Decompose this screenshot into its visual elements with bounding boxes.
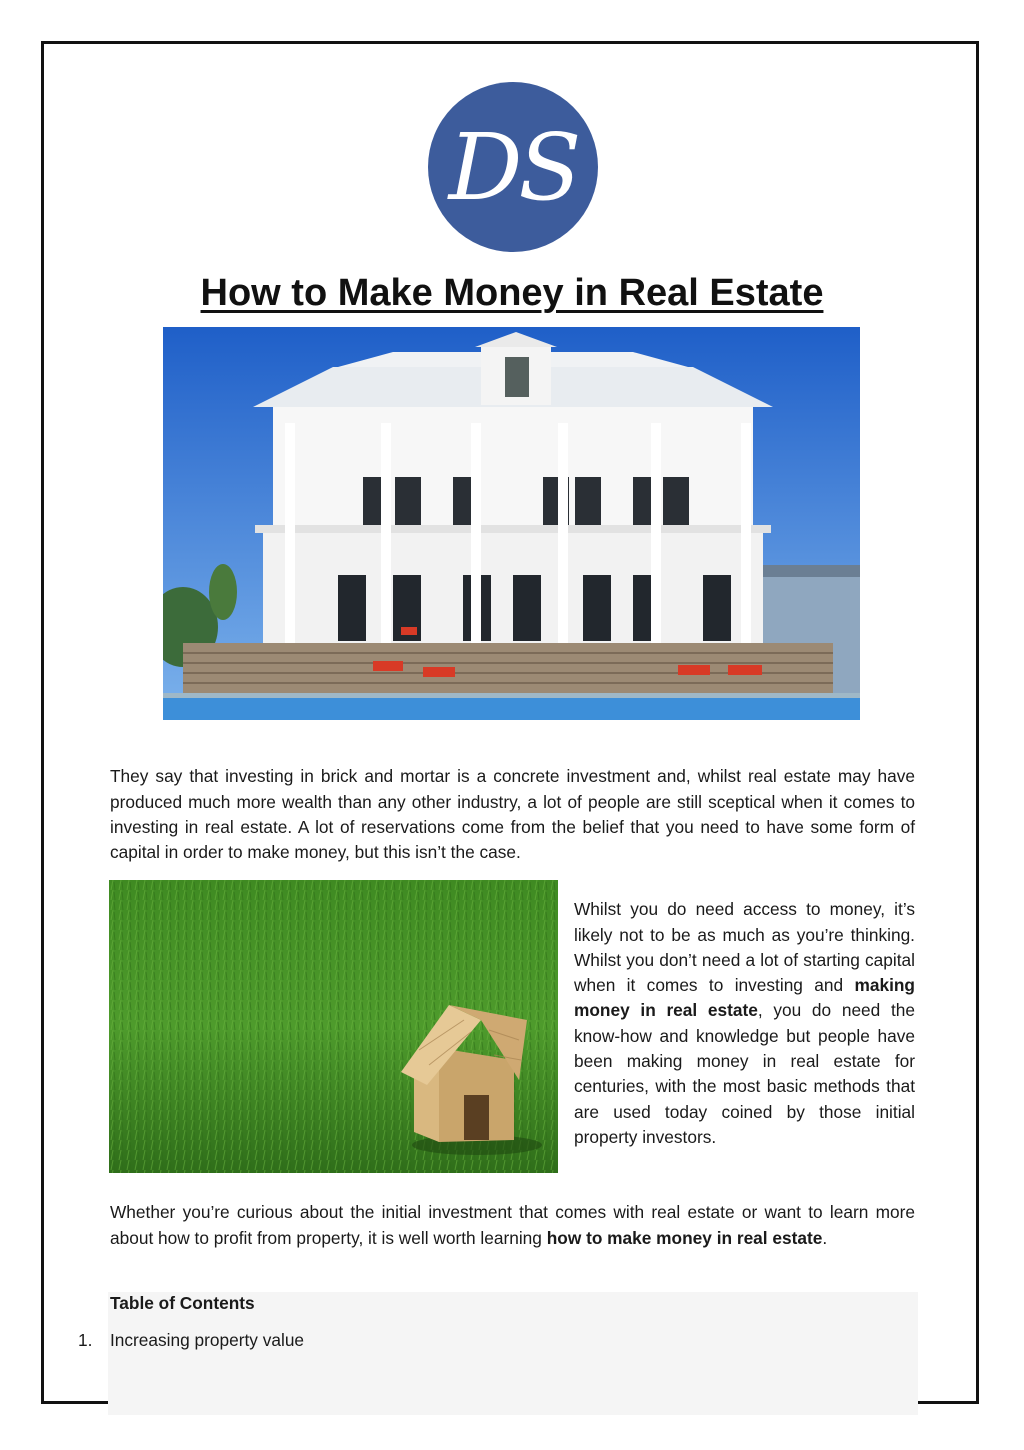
model-house-on-grass-image	[109, 880, 558, 1173]
third-paragraph: Whether you’re curious about the initial investment that comes with real estate or want to learn more about how to profit from property, it is well worth learning how to make money in real estate.	[110, 1202, 915, 1248]
inline-bold-link: how to make money in real estate	[546, 1227, 823, 1248]
inline-bold-link: making money in real estate	[574, 975, 915, 1021]
logo-text: DS	[448, 113, 578, 221]
page-title: How to Make Money in Real Estate	[200, 272, 824, 314]
ds-logo	[428, 82, 598, 252]
second-paragraph: Whilst you do need access to money, it’s likely not to be as much as you’re thinking. Whilst you don’t need a lot of starting capital when it comes to investing and making money in real estate, you do need the know-how and knowledge but people have been making money in real estate for centuries, with the most basic methods that are used today coined by those initial property investors.	[574, 899, 915, 1147]
toc-item-number: 1.	[78, 1330, 93, 1350]
toc-item[interactable]: Increasing property value	[110, 1330, 305, 1350]
toc-title: Table of Contents	[110, 1293, 255, 1313]
beach-house-image	[163, 327, 860, 720]
intro-paragraph: They say that investing in brick and mortar is a concrete investment and, whilst real estate may have produced much more wealth than any other industry, a lot of people are still sceptical when it comes to investing in real estate. A lot of reservations come from the belief that you need to have some form of capital in order to make money, but this isn’t the case.	[110, 766, 915, 863]
